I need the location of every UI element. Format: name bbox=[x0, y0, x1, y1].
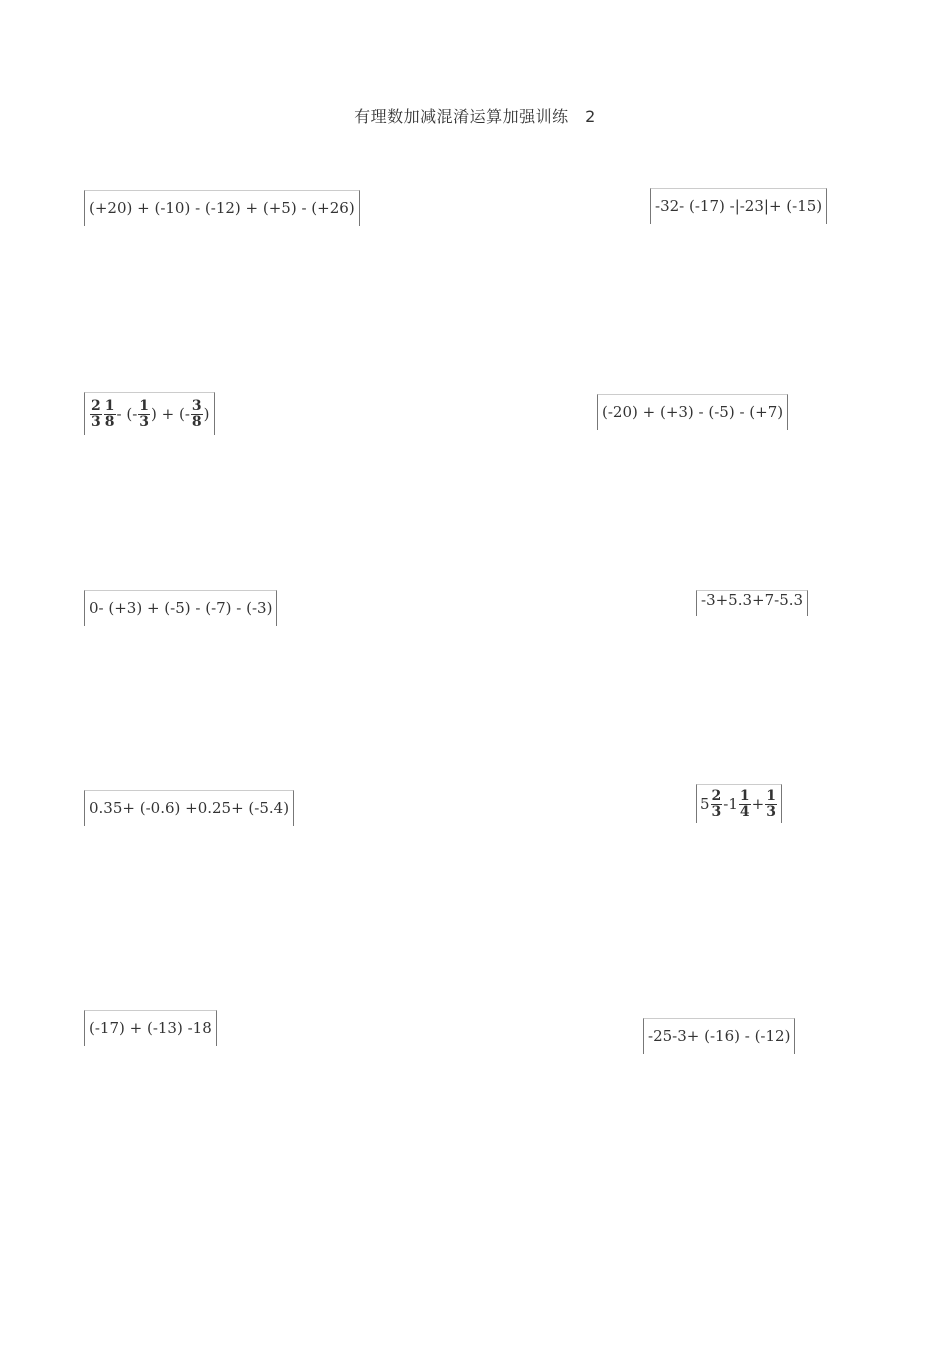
numerator: 1 bbox=[739, 788, 750, 804]
fraction bbox=[711, 789, 723, 819]
denominator: 3 bbox=[711, 803, 722, 820]
problem-1: (+20) + (-10) - (-12) + (+5) - (+26) bbox=[84, 190, 360, 226]
operator: + bbox=[751, 794, 765, 813]
numerator: 1 bbox=[104, 398, 115, 414]
problem-7: 0.35+ (-0.6) +0.25+ (-5.4) bbox=[84, 790, 294, 826]
numerator: 1 bbox=[766, 788, 776, 804]
problem-6: -3+5.3+7-5.3 bbox=[696, 590, 808, 616]
numerator: 2 bbox=[91, 398, 101, 414]
whole-number: 5 bbox=[700, 794, 710, 813]
problem-5: 0- (+3) + (-5) - (-7) - (-3) bbox=[84, 590, 277, 626]
problem-9: (-17) + (-13) -18 bbox=[84, 1010, 217, 1046]
denominator: 3 bbox=[91, 413, 101, 430]
fraction bbox=[104, 399, 116, 429]
problem-2: -32- (-17) -|-23|+ (-15) bbox=[650, 188, 827, 224]
problem-4: (-20) + (+3) - (-5) - (+7) bbox=[597, 394, 788, 430]
problem-8 bbox=[696, 784, 782, 823]
fraction bbox=[739, 789, 751, 819]
operator: ) bbox=[203, 404, 210, 423]
denominator: 8 bbox=[104, 413, 115, 430]
fraction bbox=[191, 399, 203, 429]
denominator: 8 bbox=[191, 413, 202, 430]
fraction bbox=[138, 399, 150, 429]
operator: -1 bbox=[723, 794, 738, 813]
denominator: 4 bbox=[739, 803, 750, 820]
problem-10: -25-3+ (-16) - (-12) bbox=[643, 1018, 795, 1054]
numerator: 3 bbox=[191, 398, 202, 414]
denominator: 3 bbox=[766, 803, 776, 820]
numerator: 2 bbox=[711, 788, 722, 804]
fraction bbox=[765, 789, 777, 819]
operator: ) + (- bbox=[151, 404, 190, 423]
problem-3 bbox=[84, 392, 215, 435]
fraction bbox=[90, 399, 102, 429]
operator: - (- bbox=[116, 404, 138, 423]
numerator: 1 bbox=[139, 398, 150, 414]
page-title: 有理数加减混淆运算加强训练 2 bbox=[354, 107, 596, 126]
denominator: 3 bbox=[139, 413, 150, 430]
